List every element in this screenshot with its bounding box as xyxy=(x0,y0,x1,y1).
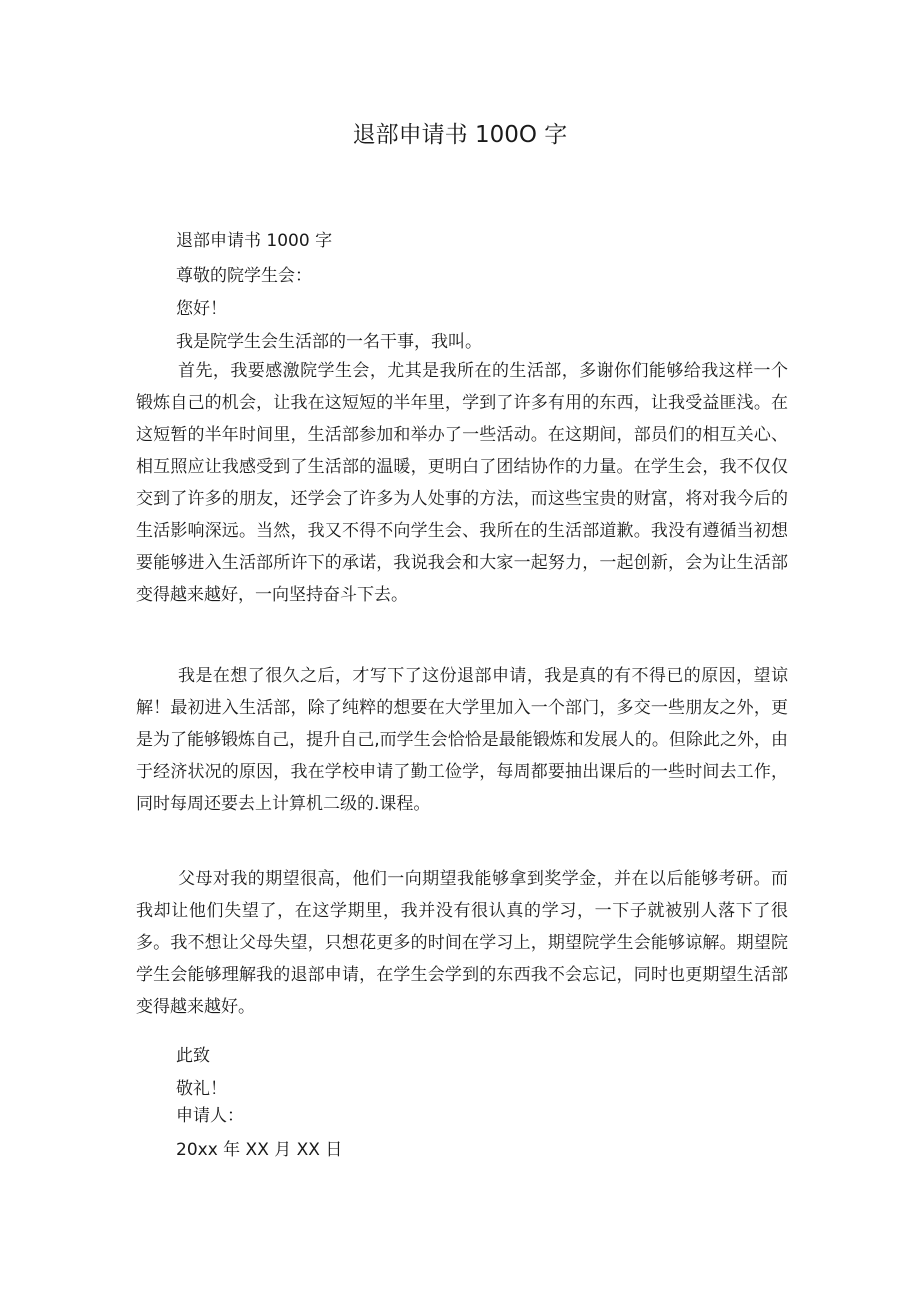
paragraph-3: 父母对我的期望很高，他们一向期望我能够拿到奖学金，并在以后能够考研。而我却让他们失望了，在这学期里，我并没有很认真的学习，一下子就被别人落下了很多。我不想让父母失望，只想花更多的时间在学习上，期望院学生会能够谅解。期望院学生会能够理解我的退部申请，在学生会学到的东西我不会忘记，同时也更期望生活部变得越来越好。 xyxy=(136,869,788,1017)
date-line: 20xx 年 XX 月 XX 日 xyxy=(176,1140,343,1160)
document-title: 退部申请书 100O 字 xyxy=(352,122,568,148)
closing-cizhi: 此致 xyxy=(176,1046,210,1066)
paragraph-2: 我是在想了很久之后，才写下了这份退部申请，我是真的有不得已的原因，望谅解！最初进入生活部，除了纯粹的想要在大学里加入一个部门，多交一些朋友之外，更是为了能够锻炼自己，提升自己,而学生会恰恰是最能锻炼和发展人的。但除此之外，由于经济状况的原因，我在学校申请了勤工俭学，每周都要抽出课后的一些时间去工作，同时每周还要去上计算机二级的.课程。 xyxy=(136,666,788,814)
paragraph-1: 首先，我要感激院学生会，尤其是我所在的生活部，多谢你们能够给我这样一个锻炼自己的机会，让我在这短短的半年里，学到了许多有用的东西，让我受益匪浅。在这短暂的半年时间里，生活部参加和举办了一些活动。在这期间，部员们的相互关心、相互照应让我感受到了生活部的温暖，更明白了团结协作的力量。在学生会，我不仅仅交到了许多的朋友，还学会了许多为人处事的方法，而这些宝贵的财富，将对我今后的生活影响深远。当然，我又不得不向学生会、我所在的生活部道歉。我没有遵循当初想要能够进入生活部所许下的承诺，我说我会和大家一起努力，一起创新，会为让生活部变得越来越好，一向坚持奋斗下去。 xyxy=(136,361,788,605)
greeting: 您好！ xyxy=(176,299,227,319)
closing-jingli: 敬礼！ xyxy=(176,1079,227,1099)
applicant-label: 申请人： xyxy=(176,1106,244,1126)
subtitle: 退部申请书 1000 字 xyxy=(176,231,333,251)
salutation: 尊敬的院学生会： xyxy=(176,266,312,286)
intro-line: 我是院学生会生活部的一名干事，我叫。 xyxy=(176,332,482,352)
